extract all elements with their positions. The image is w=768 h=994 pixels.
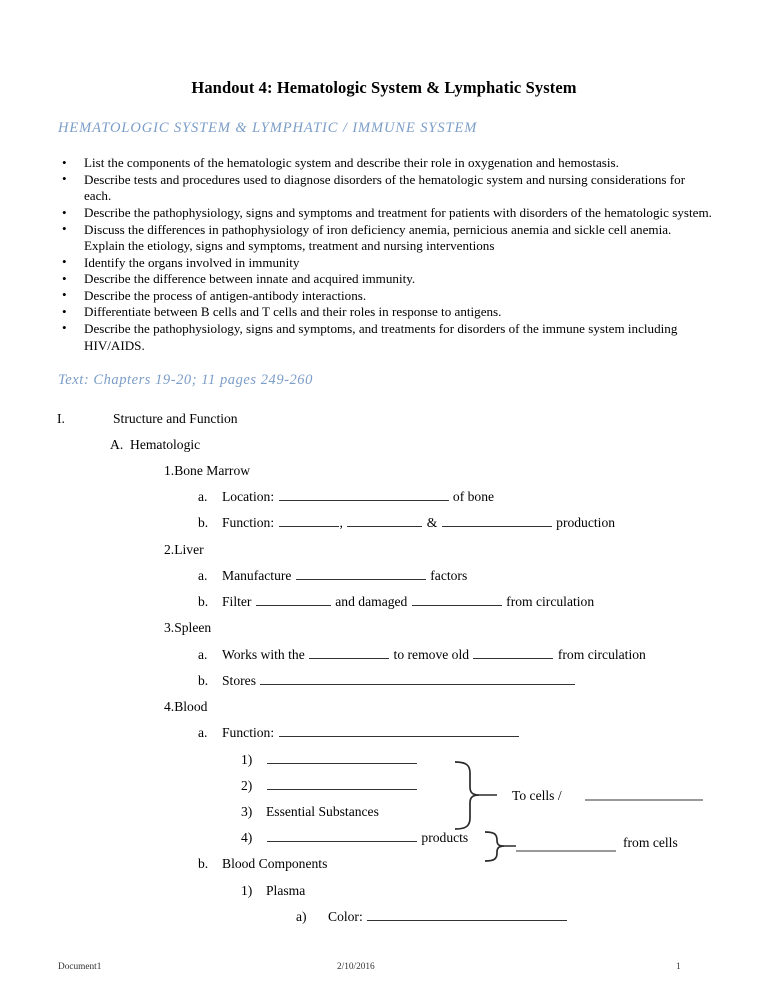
outline-row-blood-function-4 [0, 825, 768, 851]
outline-row-blood-function [0, 720, 768, 746]
outline-marker: b. [198, 672, 209, 688]
outline-row-spleen-works-with [0, 642, 768, 668]
outline-text: 3.Spleen [164, 620, 212, 636]
outline-text: Hematologic [130, 436, 201, 452]
list-item [0, 155, 768, 172]
outline-text-suffix: of bone [452, 489, 495, 505]
fill-in-blank[interactable] [473, 645, 553, 659]
outline-row-blood-function-3 [0, 799, 768, 825]
list-item [0, 255, 768, 272]
page-footer [0, 954, 768, 994]
outline-row-blood-components [0, 851, 768, 877]
outline-row-blood-function-1 [0, 747, 768, 773]
objective-text: Identify the organs involved in immunity [84, 254, 300, 270]
fill-in-blank[interactable] [367, 907, 567, 921]
outline-marker: I. [57, 410, 65, 426]
fill-in-blank[interactable] [256, 593, 331, 607]
outline-row-bone-marrow-location [0, 484, 768, 510]
objective-text: Discuss the differences in pathophysiology of iron deficiency anemia, pernicious anemia and sickle cell anemia. Explain the etiology, signs and symptoms, treatment and nursing interventions [84, 221, 672, 254]
footer-page-number: 1 [676, 962, 681, 972]
outline-text: 1.Bone Marrow [164, 462, 251, 478]
outline-marker: a. [198, 567, 208, 583]
footer-document-name: Document1 [58, 962, 102, 972]
outline-marker: A. [110, 436, 124, 452]
fill-in-blank[interactable] [279, 724, 519, 738]
outline-row-liver-manufacture [0, 563, 768, 589]
bullet-icon: • [62, 303, 67, 319]
outline-marker: b. [198, 594, 209, 610]
outline-text: 2.Liver [164, 541, 204, 557]
fill-in-blank[interactable] [309, 645, 389, 659]
outline-marker: 1) [241, 751, 253, 767]
outline-row-plasma-color [0, 904, 768, 930]
objective-text: Describe the pathophysiology, signs and symptoms, and treatments for disorders of the immune system including HIV/AIDS. [84, 320, 678, 353]
footer-date: 2/10/2016 [337, 962, 375, 972]
fill-in-blank[interactable] [267, 776, 417, 790]
bullet-icon: • [62, 171, 67, 187]
outline-marker: 3) [241, 804, 253, 820]
outline-text: Blood Components [222, 856, 328, 872]
outline-text: Manufacture [222, 567, 292, 583]
section-heading: HEMATOLOGIC SYSTEM & LYMPHATIC / IMMUNE SYSTEM [58, 119, 478, 136]
outline-row-structure-function [0, 406, 768, 432]
outline-marker: b. [198, 515, 209, 531]
outline-text: Structure and Function [113, 410, 238, 426]
fill-in-blank[interactable] [442, 514, 552, 528]
outline-text: Works with the [222, 646, 305, 662]
bullet-icon: • [62, 154, 67, 170]
outline-text: Color: [328, 908, 363, 924]
outline-text-suffix: from circulation [557, 646, 646, 662]
outline-marker: 1) [241, 882, 253, 898]
fill-in-blank[interactable] [347, 514, 422, 528]
bullet-icon: • [62, 270, 67, 286]
outline-punctuation: , [339, 515, 343, 531]
outline-row-hematologic [0, 432, 768, 458]
outline-section [0, 390, 768, 931]
fill-in-blank[interactable] [267, 750, 417, 764]
objective-text: Describe the difference between innate and acquired immunity. [84, 271, 416, 287]
fill-in-blank[interactable] [279, 488, 449, 502]
list-item [0, 288, 768, 305]
outline-text: Location: [222, 489, 275, 505]
fill-in-blank[interactable] [279, 514, 339, 528]
outline-marker: a) [296, 908, 307, 924]
outline-text-mid: and damaged [335, 594, 408, 610]
outline-text: Stores [222, 672, 256, 688]
bullet-icon: • [62, 287, 67, 303]
list-item [0, 271, 768, 288]
outline-text: 4.Blood [164, 699, 208, 715]
bullet-icon: • [62, 204, 67, 220]
list-item [0, 321, 768, 354]
brace-bottom-label: from cells [623, 835, 678, 850]
outline-ampersand: & [426, 515, 438, 531]
outline-text: Function: [222, 725, 275, 741]
outline-row-bone-marrow [0, 458, 768, 484]
outline-text: Filter [222, 594, 252, 610]
outline-marker: a. [198, 646, 208, 662]
outline-row-bone-marrow-function [0, 510, 768, 536]
objective-text: Differentiate between B cells and T cells and their roles in response to antigens. [84, 304, 502, 320]
outline-text-mid: to remove old [393, 646, 470, 662]
outline-text: Essential Substances [266, 804, 379, 820]
outline-text-suffix: production [556, 515, 616, 531]
fill-in-blank[interactable] [296, 566, 426, 580]
list-item [0, 205, 768, 222]
fill-in-blank[interactable] [412, 593, 502, 607]
bullet-icon: • [62, 320, 67, 336]
outline-marker: 2) [241, 777, 253, 793]
outline-row-blood [0, 694, 768, 720]
outline-row-spleen-stores [0, 668, 768, 694]
text-reference: Text: Chapters 19-20; 11 pages 249-260 [58, 372, 313, 389]
outline-row-plasma [0, 878, 768, 904]
outline-marker: a. [198, 489, 208, 505]
outline-marker: b. [198, 856, 209, 872]
outline-text: Function: [222, 515, 275, 531]
list-item [0, 172, 768, 205]
objective-text: Describe tests and procedures used to diagnose disorders of the hematologic system and nursing considerations for each. [84, 171, 686, 204]
outline-marker: 4) [241, 830, 253, 846]
fill-in-blank[interactable] [260, 671, 575, 685]
objective-text: Describe the process of antigen-antibody interactions. [84, 287, 367, 303]
outline-text-suffix: factors [430, 567, 468, 583]
outline-marker: a. [198, 725, 208, 741]
list-item [0, 304, 768, 321]
outline-text-suffix: products [421, 830, 469, 846]
objectives-list [0, 137, 768, 354]
page-title: Handout 4: Hematologic System & Lymphatic System [191, 78, 577, 97]
fill-in-blank[interactable] [267, 829, 417, 843]
outline-text-suffix: from circulation [506, 594, 595, 610]
outline-row-spleen [0, 615, 768, 641]
outline-text: Plasma [266, 882, 306, 898]
outline-row-blood-function-2 [0, 773, 768, 799]
brace-top-label: To cells / [512, 788, 562, 803]
bullet-icon: • [62, 254, 67, 270]
outline-row-liver-filter [0, 589, 768, 615]
outline-row-liver [0, 537, 768, 563]
list-item [0, 222, 768, 255]
objective-text: List the components of the hematologic system and describe their role in oxygenation and hemostasis. [84, 155, 619, 171]
bullet-icon: • [62, 221, 67, 237]
objective-text: Describe the pathophysiology, signs and symptoms and treatment for patients with disorders of the hematologic system. [84, 205, 712, 221]
